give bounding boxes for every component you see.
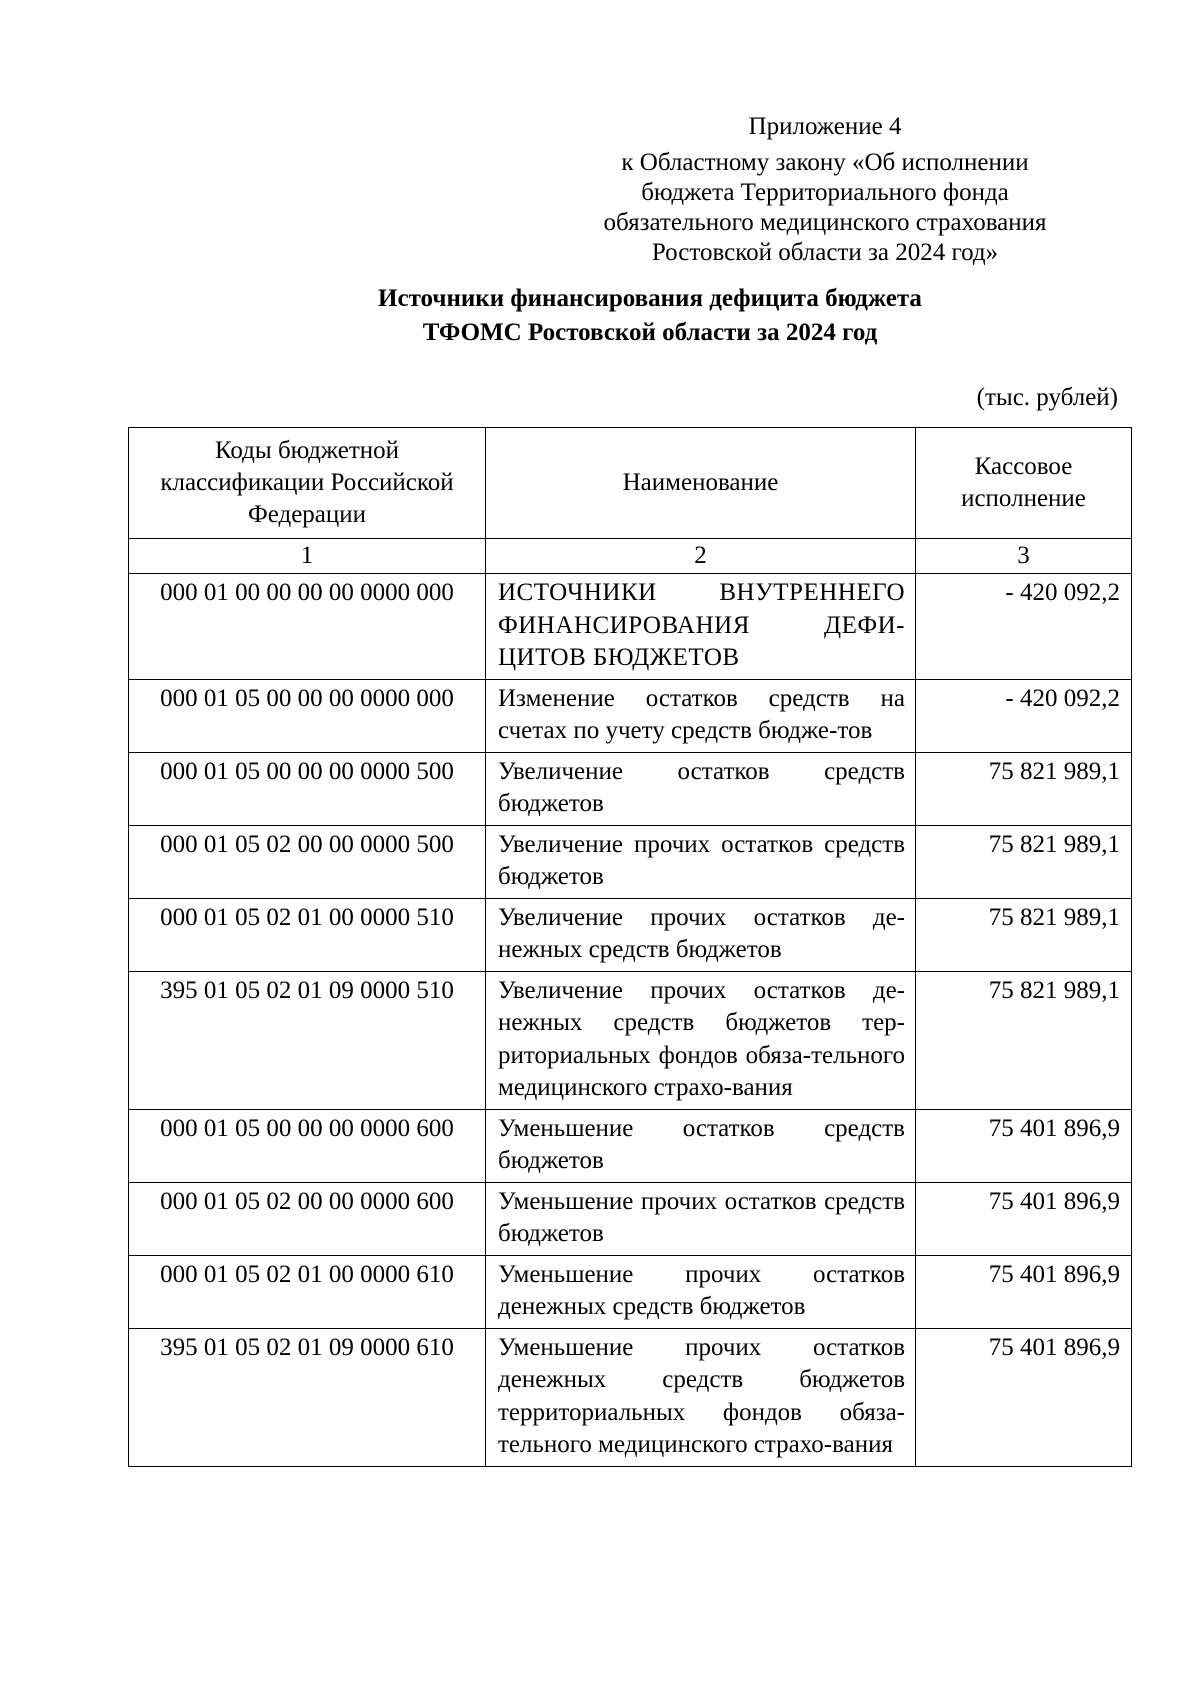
row-code: 000 01 05 00 00 00 0000 000	[129, 679, 486, 752]
appendix-line: Ростовской области за 2024 год»	[651, 239, 999, 266]
row-amount: 75 821 989,1	[916, 825, 1132, 898]
header-codes: Коды бюджетной классификации Российской Федерации	[129, 428, 486, 539]
row-code: 395 01 05 02 01 09 0000 610	[129, 1328, 486, 1466]
row-code: 000 01 05 02 00 00 0000 500	[129, 825, 486, 898]
row-name: Изменение остатков средств на счетах по учету средств бюдже-тов	[486, 679, 916, 752]
table-row	[129, 679, 1132, 752]
column-number: 2	[486, 539, 916, 574]
row-name: Увеличение прочих остатков де-нежных средств бюджетов	[486, 898, 916, 971]
row-code: 000 01 05 00 00 00 0000 500	[129, 752, 486, 825]
document-title	[100, 282, 1200, 350]
table-row	[129, 1255, 1132, 1328]
row-code: 395 01 05 02 01 09 0000 510	[129, 971, 486, 1109]
row-code: 000 01 05 02 00 00 0000 600	[129, 1182, 486, 1255]
row-amount: - 420 092,2	[916, 679, 1132, 752]
row-name: Увеличение прочих остатков де-нежных средств бюджетов тер-риториальных фондов обяза-тельного медицинского страхо-вания	[486, 971, 916, 1109]
row-amount: 75 821 989,1	[916, 971, 1132, 1109]
units-label: (тыс. рублей)	[976, 384, 1118, 411]
row-name: Уменьшение прочих остатков денежных средств бюджетов территориальных фондов обяза-тельного медицинского страхо-вания	[486, 1328, 916, 1466]
row-name: Увеличение остатков средств бюджетов	[486, 752, 916, 825]
appendix-number: Приложение 4	[748, 113, 902, 140]
table-row	[129, 752, 1132, 825]
appendix-line: к Областному закону «Об исполнении	[621, 149, 1029, 176]
column-number: 1	[129, 539, 486, 574]
table-row	[129, 825, 1132, 898]
financing-sources-table	[128, 427, 1132, 1467]
row-name: Увеличение прочих остатков средств бюджетов	[486, 825, 916, 898]
row-name: Уменьшение прочих остатков денежных средств бюджетов	[486, 1255, 916, 1328]
appendix-line: обязательного медицинского страхования	[603, 209, 1047, 236]
row-code: 000 01 05 02 01 00 0000 510	[129, 898, 486, 971]
table-row	[129, 1109, 1132, 1182]
row-code: 000 01 05 02 01 00 0000 610	[129, 1255, 486, 1328]
header-amount: Кассовое исполнение	[916, 428, 1132, 539]
row-amount: 75 401 896,9	[916, 1109, 1132, 1182]
appendix-line: бюджета Территориального фонда	[641, 179, 1009, 206]
row-amount: 75 401 896,9	[916, 1255, 1132, 1328]
table-row	[129, 971, 1132, 1109]
appendix-header	[560, 112, 1090, 268]
row-name: Уменьшение прочих остатков средств бюджетов	[486, 1182, 916, 1255]
table-header-row	[129, 428, 1132, 539]
row-code: 000 01 00 00 00 00 0000 000	[129, 574, 486, 680]
row-code: 000 01 05 00 00 00 0000 600	[129, 1109, 486, 1182]
row-name: Уменьшение остатков средств бюджетов	[486, 1109, 916, 1182]
column-number-row	[129, 539, 1132, 574]
row-amount: 75 401 896,9	[916, 1328, 1132, 1466]
row-name: ИСТОЧНИКИ ВНУТРЕННЕГО ФИНАНСИРОВАНИЯ ДЕФИ-ЦИТОВ БЮДЖЕТОВ	[486, 574, 916, 680]
row-amount: 75 821 989,1	[916, 898, 1132, 971]
row-amount: 75 821 989,1	[916, 752, 1132, 825]
table-row	[129, 898, 1132, 971]
column-number: 3	[916, 539, 1132, 574]
table-row	[129, 1328, 1132, 1466]
row-amount: 75 401 896,9	[916, 1182, 1132, 1255]
row-amount: - 420 092,2	[916, 574, 1132, 680]
document-title-line: ТФОМС Ростовской области за 2024 год	[422, 319, 878, 346]
document-title-line: Источники финансирования дефицита бюджета	[378, 285, 922, 312]
table-row	[129, 574, 1132, 680]
table-row	[129, 1182, 1132, 1255]
header-name: Наименование	[486, 428, 916, 539]
